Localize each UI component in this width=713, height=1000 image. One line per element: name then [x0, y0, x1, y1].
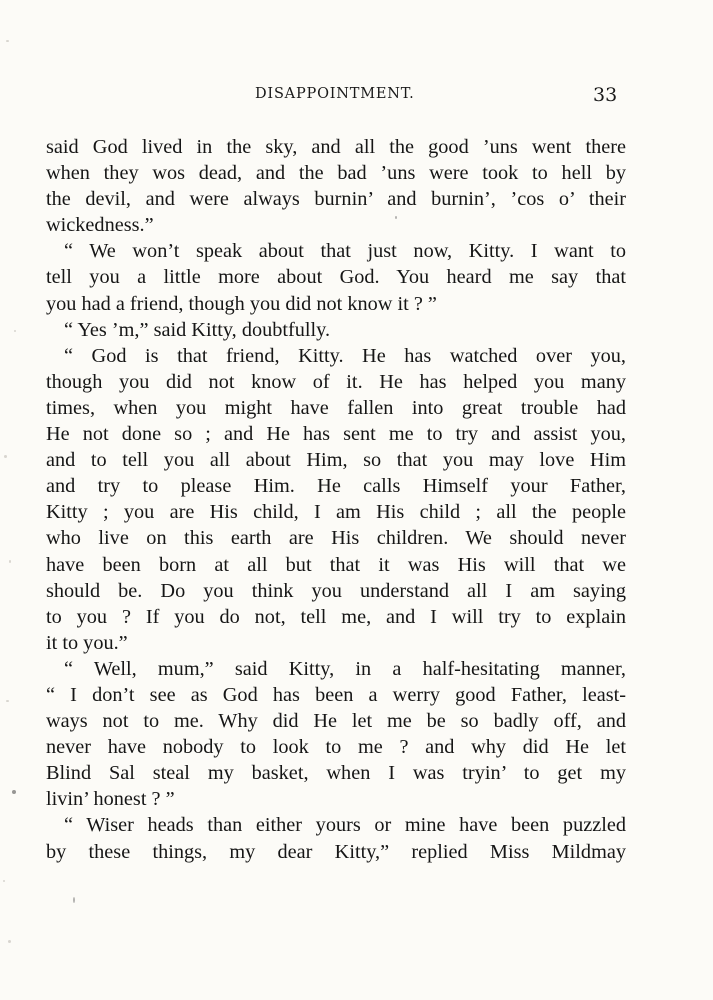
text-line: and try to please Him. He calls Himself your Father, [46, 475, 626, 498]
text-line: the devil, and were always burnin’ and burnin’, ’cos o’ their [46, 188, 626, 211]
text-line: Kitty ; you are His child, I am His child ; all the people [46, 501, 626, 524]
text-line: livin’ honest ? ” [46, 788, 175, 811]
text-line: though you did not know of it. He has helped you many [46, 370, 626, 393]
running-head: DISAPPOINTMENT. [255, 86, 415, 102]
text-line: He not done so ; and He has sent me to try and assist you, [46, 423, 626, 446]
text-line: should be. Do you think you understand all I am saying [46, 579, 626, 602]
scan-speck [9, 560, 11, 563]
text-line: Blind Sal steal my basket, when I was tryin’ to get my [46, 762, 626, 785]
text-line: “ I don’t see as God has been a werry good Father, least- [46, 683, 626, 706]
text-line: by these things, my dear Kitty,” replied Miss Mildmay [46, 840, 626, 863]
scan-speck [73, 897, 75, 903]
text-line: who live on this earth are His children. We should never [46, 527, 626, 550]
scan-speck [12, 790, 16, 794]
text-line: to you ? If you do not, tell me, and I will try to explain [46, 605, 626, 628]
text-line: “ Well, mum,” said Kitty, in a half-hesitating manner, [64, 657, 626, 680]
text-line: times, when you might have fallen into great trouble had [46, 396, 626, 419]
scan-speck [14, 330, 16, 332]
scan-speck [3, 880, 5, 882]
text-line: wickedness.” [46, 214, 154, 237]
text-line: “ Yes ’m,” said Kitty, doubtfully. [64, 318, 331, 341]
scan-speck [6, 40, 9, 42]
text-line: never have nobody to look to me ? and why did He let [46, 736, 626, 759]
text-line: said God lived in the sky, and all the good ’uns went there [46, 136, 626, 158]
text-line: and to tell you all about Him, so that you may love Him [46, 449, 626, 472]
text-line: it to you.” [46, 631, 128, 654]
text-line: ways not to me. Why did He let me be so badly off, and [46, 710, 626, 733]
text-line: “ God is that friend, Kitty. He has watched over you, [64, 344, 626, 367]
text-line: “ We won’t speak about that just now, Kitty. I want to [64, 240, 626, 263]
text-line: tell you a little more about God. You heard me say that [46, 266, 626, 289]
scan-speck [8, 940, 11, 943]
text-line: you had a friend, though you did not know it ? ” [46, 292, 437, 315]
scan-speck [6, 700, 9, 702]
body-text [46, 134, 626, 865]
text-line: “ Wiser heads than either yours or mine have been puzzled [64, 814, 626, 837]
page-number: 33 [593, 84, 618, 106]
text-line: have been born at all but that it was His will that we [46, 553, 626, 576]
text-line: when they wos dead, and the bad ’uns were took to hell by [46, 162, 626, 185]
scan-speck [4, 455, 7, 458]
